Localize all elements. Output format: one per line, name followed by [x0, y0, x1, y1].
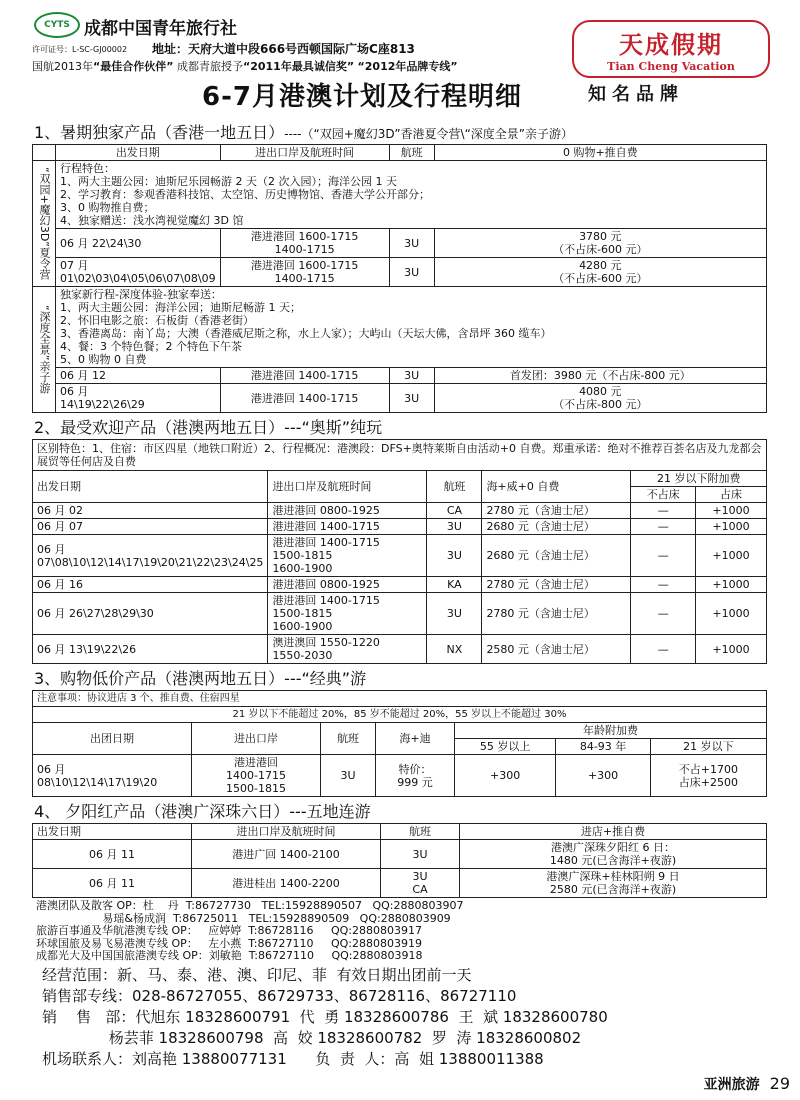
table-cell: 84-93 年: [556, 739, 650, 755]
awards-line: 国航2013年“最佳合作伙伴” 成都青旅授予“2011年最具诚信奖” “2012年品牌专线”: [32, 60, 458, 73]
table-cell: 注意事项：协议进店 3 个、推自费、住宿四星: [33, 691, 767, 707]
table-cell: +300: [455, 755, 556, 797]
page-footer: 亚洲旅游 29: [703, 1074, 790, 1093]
feature-line: 3、0 购物推自费；: [60, 201, 155, 214]
info-line: 销 售 部：代旭东 18328600791 代 勇 18328600786 王 斌 18328600780: [42, 1007, 608, 1026]
table-row: [33, 840, 767, 869]
table-cell: 港进港回 1600-1715 1400-1715: [220, 258, 389, 287]
license: 许可证号：L-SC-GJ00002: [32, 45, 128, 54]
table-cell: 3U: [389, 384, 434, 413]
slogan: 知名品牌: [588, 84, 684, 105]
table-cell: 06 月 02: [33, 503, 268, 519]
section-4-table: [32, 823, 767, 898]
table-cell: 06 月 08\10\12\14\17\19\20: [33, 755, 192, 797]
feature-line: 4、独家赠送：浅水湾视觉魔幻 3D 馆: [60, 214, 244, 227]
table-cell: 出团日期: [33, 723, 192, 755]
table-cell: 进出口岸及航班时间: [268, 471, 427, 503]
table-cell: 21 岁以下: [650, 739, 766, 755]
table-cell: 不占床: [631, 487, 696, 503]
table-cell: 港进港回 1600-1715 1400-1715: [220, 229, 389, 258]
table-cell: 海+威+0 自费: [482, 471, 631, 503]
table-cell: 3U: [427, 535, 482, 577]
table-row: [33, 368, 767, 384]
table-cell: 3U: [389, 368, 434, 384]
feature-line: 5、0 购物 0 自费: [60, 353, 147, 366]
info-line: 销售部专线：028-86727055、86729733、86728116、86727110: [42, 986, 517, 1005]
table-cell: [56, 287, 767, 368]
info-line: 经营范围：新、马、泰、港、澳、印尼、菲 有效日期出团前一天: [42, 965, 472, 984]
contact-line: 旅游百事通及华航港澳专线 OP： 应婷婷 T:86728116 QQ:2880803917: [36, 924, 422, 937]
table-cell: 航班: [321, 723, 376, 755]
table-cell: 06 月 07: [33, 519, 268, 535]
table-header: [33, 471, 767, 487]
table-row: [33, 755, 767, 797]
table-cell: 3U: [427, 593, 482, 635]
table-cell: 2780 元（含迪士尼）: [482, 593, 631, 635]
table-cell: 06 月 13\19\22\26: [33, 635, 268, 664]
table-cell: 07 月 01\02\03\04\05\06\07\08\09: [56, 258, 221, 287]
table-cell: 出发日期: [33, 824, 192, 840]
section-1-title: 1、暑期独家产品（香港一地五日）----（“双园+魔幻3D”香港夏令营\“深度全景”亲子游）: [34, 123, 574, 142]
table-cell: 航班: [389, 145, 434, 161]
table-row: [33, 258, 767, 287]
table-cell: 2780 元（含迪士尼）: [482, 503, 631, 519]
table-cell: 0 购物+推自费: [434, 145, 766, 161]
table-cell: NX: [427, 635, 482, 664]
table-cell: 出发日期: [33, 471, 268, 503]
contacts: [32, 898, 767, 965]
section-3-table: [32, 690, 767, 797]
table-cell: “深度全景”亲子游: [33, 287, 56, 413]
feature-line: 4、餐：3 个特色餐；2 个特色下午茶: [60, 340, 242, 353]
table-cell: +1000: [695, 577, 766, 593]
table-cell: 进出口岸及航班时间: [220, 145, 389, 161]
table-cell: 出发日期: [56, 145, 221, 161]
contact-line: 港澳团队及散客 OP：杜 丹 T:86727730 TEL:15928890507 QQ:2880803907: [36, 899, 464, 912]
table-cell: 占床: [695, 487, 766, 503]
table-cell: 3U: [321, 755, 376, 797]
table-cell: 3U: [427, 519, 482, 535]
table-cell: 港进港回 0800-1925: [268, 577, 427, 593]
table-cell: +1000: [695, 519, 766, 535]
sales-info: [32, 965, 767, 1070]
table-cell: [56, 161, 767, 229]
table-cell: 年龄附加费: [455, 723, 767, 739]
feature-line: 1、两大主题公园：迪斯尼乐园畅游 2 天（2 次入园）；海洋公园 1 天: [60, 175, 397, 188]
table-cell: 港进广回 1400-2100: [192, 840, 381, 869]
feature-line: 2、学习教育：参观香港科技馆、太空馆、历史博物馆、香港大学公开部分；: [60, 188, 430, 201]
header: [32, 6, 767, 118]
table-row: [33, 635, 767, 664]
table-cell: 3U: [389, 258, 434, 287]
table-cell: +1000: [695, 593, 766, 635]
table-cell: 06 月 16: [33, 577, 268, 593]
table-cell: 06 月 22\24\30: [56, 229, 221, 258]
feature-line: 3、香港离岛：南丫岛；大澳（香港威尼斯之称，水上人家）；大屿山（天坛大佛，含昂坪 360 缆车）: [60, 327, 552, 340]
table-cell: 航班: [427, 471, 482, 503]
contact-line: 易瑶&杨成润 T:86725011 TEL:15928890509 QQ:2880803909: [36, 911, 451, 925]
table-cell: 2680 元（含迪士尼）: [482, 519, 631, 535]
table-cell: 进店+推自费: [460, 824, 767, 840]
table-cell: 港进港回 0800-1925: [268, 503, 427, 519]
table-row: [33, 577, 767, 593]
table-cell: +1000: [695, 535, 766, 577]
table-cell: 航班: [381, 824, 460, 840]
section-4-title: 4、 夕阳红产品（港澳广深珠六日）---五地连游: [34, 802, 371, 821]
table-cell: 3U: [389, 229, 434, 258]
note-row: [33, 691, 767, 707]
table-row: [33, 503, 767, 519]
table-header: [33, 723, 767, 739]
table-cell: —: [631, 503, 696, 519]
table-cell: +300: [556, 755, 650, 797]
page-title: 6-7月港澳计划及行程明细: [202, 82, 522, 112]
table-cell: 港进桂出 1400-2200: [192, 869, 381, 898]
address: 地址：天府大道中段666号西顿国际广场C座813: [152, 42, 415, 56]
table-cell: 港澳广深珠夕阳红 6 日： 1480 元(已含海洋+夜游): [460, 840, 767, 869]
table-cell: 港澳广深珠+桂林阳朔 9 日 2580 元(已含海洋+夜游): [460, 869, 767, 898]
table-row: [33, 384, 767, 413]
table-cell: 21 岁以下附加费: [631, 471, 767, 487]
feature-line: 行程特色：: [60, 162, 115, 175]
table-cell: 港进港回 1400-1715 1500-1815 1600-1900: [268, 535, 427, 577]
table-cell: 2780 元（含迪士尼）: [482, 577, 631, 593]
table-cell: —: [631, 535, 696, 577]
table-cell: 3780 元 （不占床-600 元）: [434, 229, 766, 258]
table-cell: 首发团：3980 元（不占床-800 元）: [434, 368, 766, 384]
table-row: [33, 161, 767, 229]
table-cell: 澳进澳回 1550-1220 1550-2030: [268, 635, 427, 664]
table-cell: 3U CA: [381, 869, 460, 898]
table-cell: CA: [427, 503, 482, 519]
table-cell: 特价： 999 元: [376, 755, 455, 797]
table-row: [33, 869, 767, 898]
table-cell: 2580 元（含迪士尼）: [482, 635, 631, 664]
table-cell: 港进港回 1400-1715: [220, 368, 389, 384]
table-cell: 不占+1700 占床+2500: [650, 755, 766, 797]
table-row: [33, 287, 767, 368]
table-cell: 4280 元 （不占床-600 元）: [434, 258, 766, 287]
info-line: 机场联系人：刘高艳 13880077131 负 责 人：高 姐 13880011388: [42, 1049, 544, 1068]
feature-line: 2、怀旧电影之旅：石板街（香港老街）: [60, 314, 254, 327]
table-row: [33, 535, 767, 577]
table-cell: 21 岁以下不能超过 20%，85 岁不能超过 20%，55 岁以上不能超过 30%: [33, 707, 767, 723]
table-cell: 进出口岸: [192, 723, 321, 755]
section-2-note: 区别特色：1、住宿：市区四星（地铁口附近）2、行程概况：港澳段：DFS+奥特莱斯自由活动+0 自费。郑重承诺：绝对不推荐百荟名店及九龙都会展贸等任何店及自费: [32, 439, 767, 470]
section-2-table: [32, 470, 767, 664]
table-row: [33, 519, 767, 535]
table-row: [33, 593, 767, 635]
section-1-table: [32, 144, 767, 413]
table-cell: 06 月 26\27\28\29\30: [33, 593, 268, 635]
contact-line: 环球国旅及易飞易港澳专线 OP： 左小燕 T:86727110 QQ:2880803919: [36, 936, 422, 950]
table-cell: 港进港回 1400-1715 1500-1815: [192, 755, 321, 797]
table-cell: KA: [427, 577, 482, 593]
table-cell: 06 月 11: [33, 869, 192, 898]
table-cell: 4080 元 （不占床-800 元）: [434, 384, 766, 413]
table-row: [33, 229, 767, 258]
section-2-title: 2、最受欢迎产品（港澳两地五日）---“奥斯”纯玩: [34, 418, 383, 437]
table-cell: 06 月 12: [56, 368, 221, 384]
note-row: [33, 707, 767, 723]
table-cell: +1000: [695, 503, 766, 519]
table-cell: —: [631, 519, 696, 535]
table-cell: “双园+魔幻3D”夏令营: [33, 161, 56, 287]
table-cell: 06 月 07\08\10\12\14\17\19\20\21\22\23\24\25: [33, 535, 268, 577]
feature-line: 1、两大主题公园：海洋公园；迪斯尼畅游 1 天；: [60, 301, 301, 314]
agency-logo: CYTS: [34, 12, 80, 38]
info-line: 杨芸菲 18328600798 高 姣 18328600782 罗 涛 18328600802: [42, 1028, 582, 1047]
agency-name: 成都中国青年旅行社: [84, 19, 237, 39]
table-header: [33, 145, 767, 161]
contact-line: 成都光大及中国国旅港澳专线 OP：刘敏艳 T:86727110 QQ:2880803918: [36, 949, 423, 962]
table-cell: +1000: [695, 635, 766, 664]
table-cell: —: [631, 593, 696, 635]
table-cell: 进出口岸及航班时间: [192, 824, 381, 840]
section-3-title: 3、购物低价产品（港澳两地五日）---“经典”游: [34, 669, 367, 688]
table-cell: 06 月 14\19\22\26\29: [56, 384, 221, 413]
table-cell: 3U: [381, 840, 460, 869]
table-cell: 55 岁以上: [455, 739, 556, 755]
feature-line: 独家新行程-深度体验-独家奉送：: [60, 288, 222, 301]
table-cell: 港进港回 1400-1715: [220, 384, 389, 413]
table-cell: —: [631, 635, 696, 664]
table-cell: 港进港回 1400-1715 1500-1815 1600-1900: [268, 593, 427, 635]
table-cell: —: [631, 577, 696, 593]
brand-badge: 天成假期 Tian Cheng Vacation: [572, 20, 770, 78]
table-cell: 海+迪: [376, 723, 455, 755]
table-cell: 06 月 11: [33, 840, 192, 869]
table-cell: 2680 元（含迪士尼）: [482, 535, 631, 577]
page: [32, 6, 767, 1076]
table-cell: 港进港回 1400-1715: [268, 519, 427, 535]
table-cell: [33, 145, 56, 161]
table-header: [33, 824, 767, 840]
